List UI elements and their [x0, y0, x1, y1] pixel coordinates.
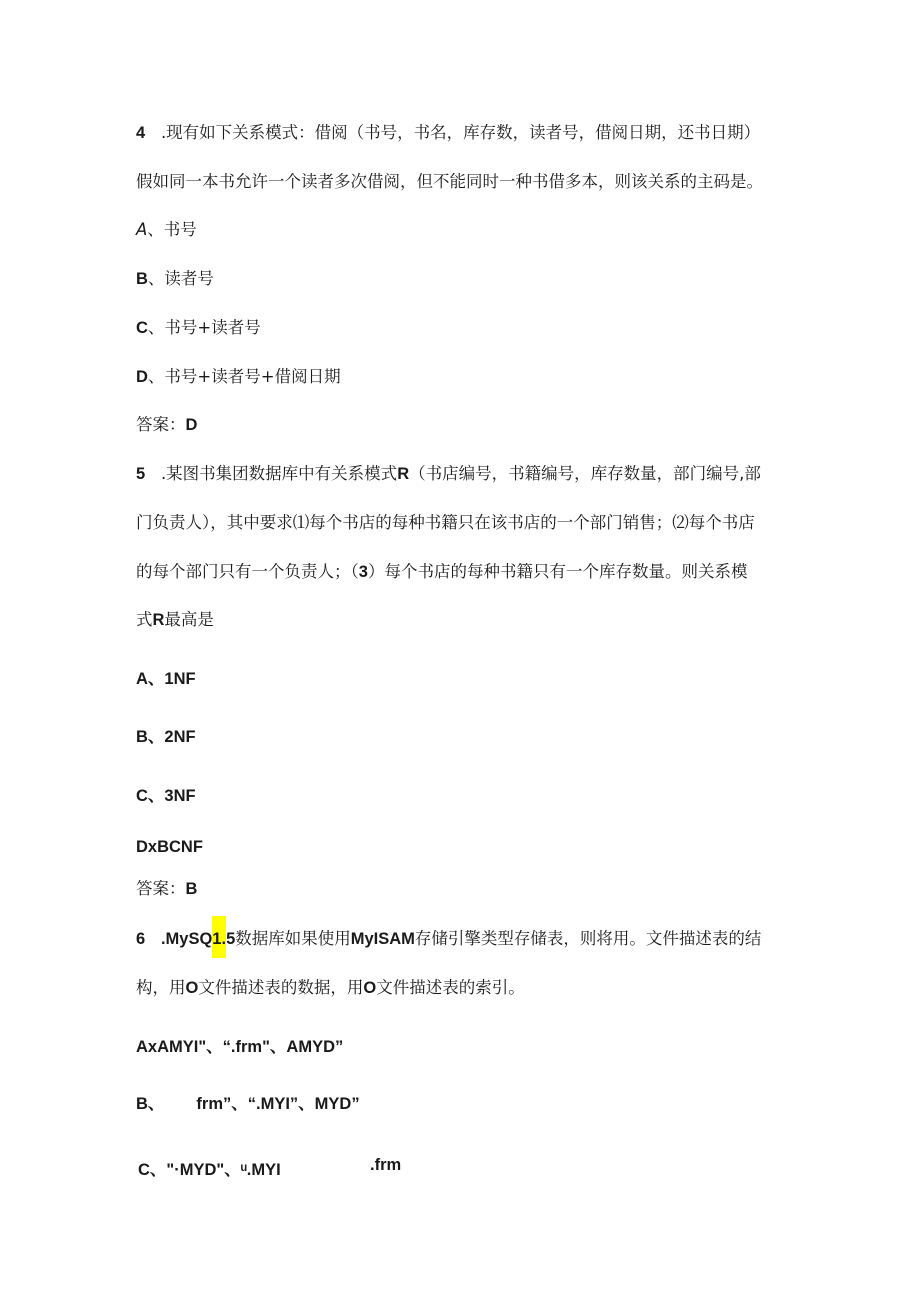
q4-answer: 答案：D [136, 415, 198, 434]
q4-line-2: 假如同一本书允许一个读者多次借阅，但不能同时一种书借多本，则该关系的主码是。 [136, 172, 763, 191]
q5-option-d: DxBCNF [136, 838, 203, 856]
q5-line-1: 5 .某图书集团数据库中有关系模式R（书店编号，书籍编号，库存数量，部门编号,部 [136, 464, 761, 483]
q4-option-c: C、书号+读者号 [136, 318, 261, 337]
q4-text-1: .现有如下关系模式：借阅（书号，书名，库存数，读者号，借阅日期，还书日期） [160, 123, 761, 142]
q6-line-1: 6 .MySQ1.5数据库如果使用MyISAM存储引擎类型存储表，则将用。文件描述表的结 [136, 928, 761, 950]
q5-option-b: B、2NF [136, 728, 196, 746]
q4-option-a: A、书号 [136, 220, 197, 239]
q6-option-c-tail: .frm [370, 1156, 402, 1174]
q4-number: 4 [136, 124, 146, 142]
q5-number: 5 [136, 465, 146, 483]
q6-option-b: B、 frm”、“.MYI”、MYD” [136, 1095, 360, 1113]
q5-option-c: C、3NF [136, 787, 196, 805]
q6-option-c: C、"·MYD"、ᵘ.MYI [138, 1161, 281, 1179]
q5-option-a: A、1NF [136, 670, 196, 688]
q5-line-3: 的每个部门只有一个负责人；（3）每个书店的每种书籍只有一个库存数量。则关系模 [136, 562, 748, 581]
q5-answer-value: B [185, 880, 198, 898]
highlight-mark: 1. [212, 916, 226, 958]
q4-option-b: B、读者号 [136, 269, 214, 288]
q4-answer-value: D [185, 416, 198, 434]
q6-line-2: 构，用O文件描述表的数据，用O文件描述表的索引。 [136, 978, 525, 997]
q5-line-4: 式R最高是 [136, 610, 214, 629]
q4-line-1 [136, 122, 760, 144]
q5-answer: 答案：B [136, 879, 198, 898]
q5-line-2: 门负责人），其中要求⑴每个书店的每种书籍只在该书店的一个部门销售；⑵每个书店 [136, 513, 755, 532]
q6-option-a: AxAMYI"、“.frm"、AMYD” [136, 1038, 344, 1056]
q4-option-d: D、书号+读者号+借阅日期 [136, 367, 341, 386]
q6-number: 6 [136, 930, 146, 948]
